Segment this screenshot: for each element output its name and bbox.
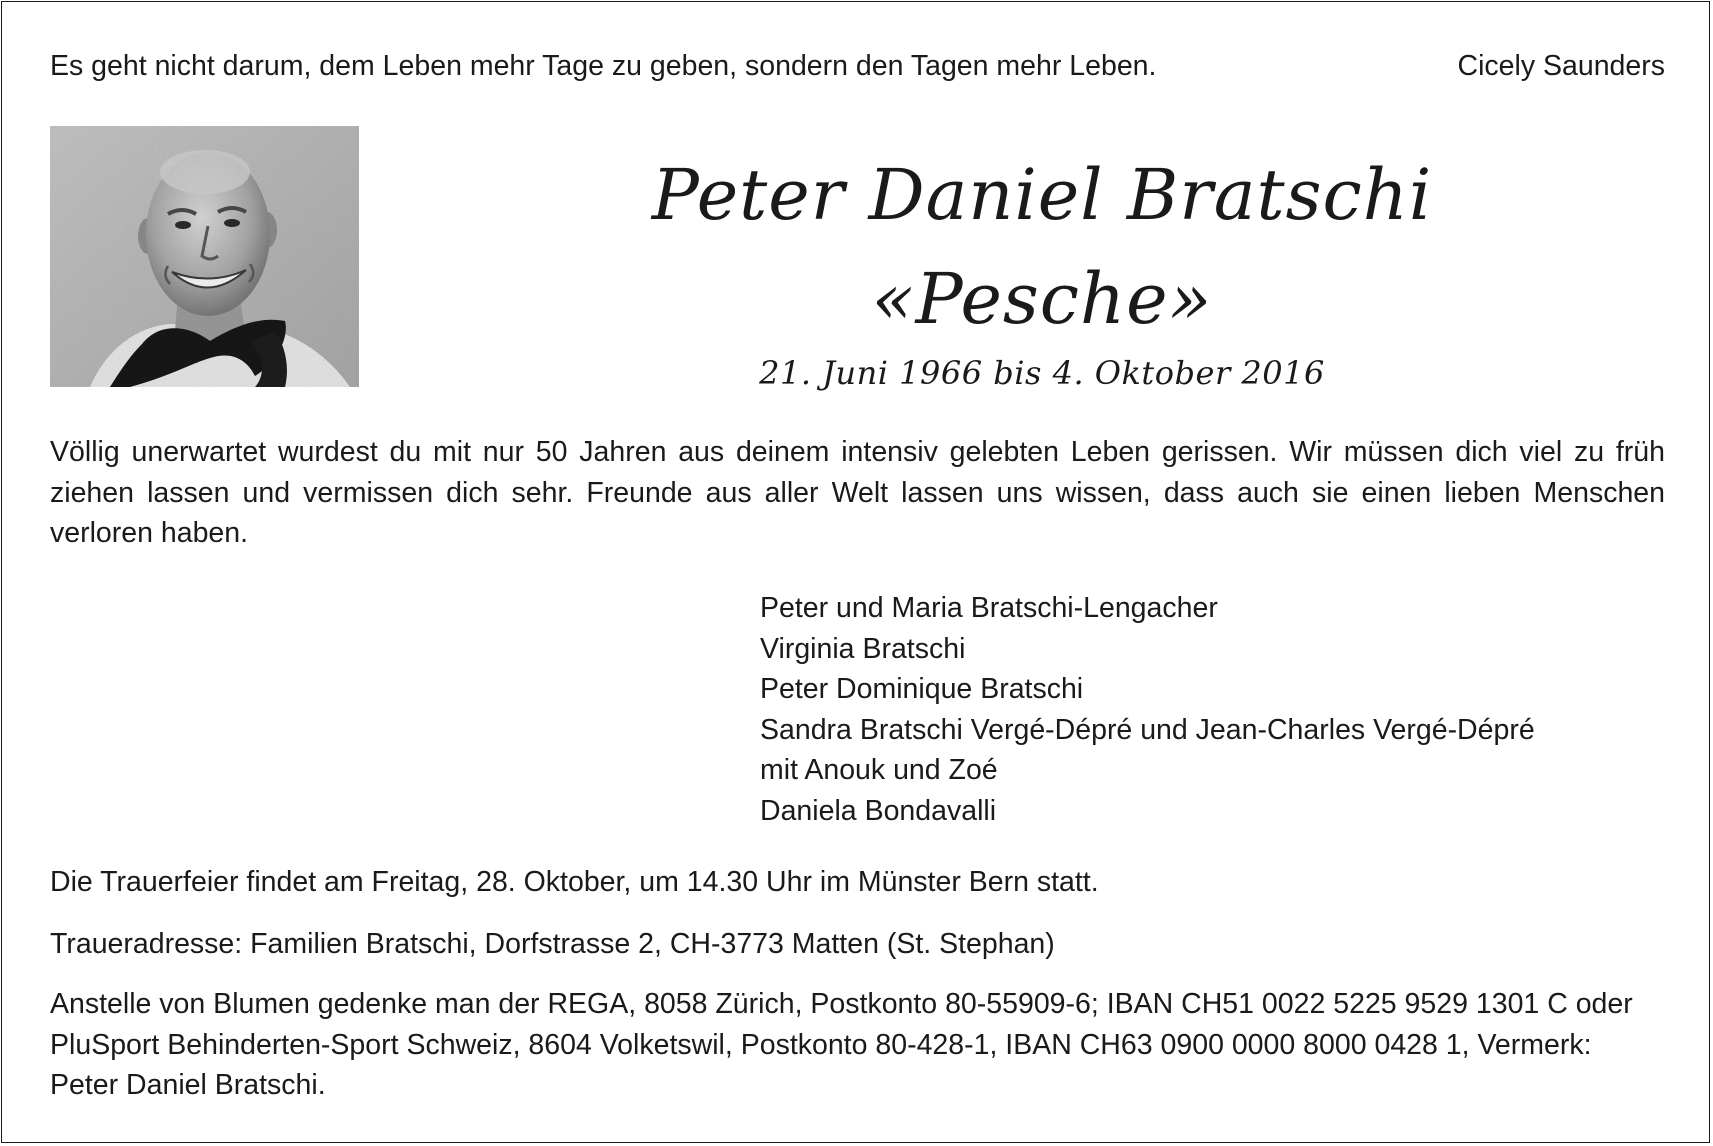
memorial-message: Völlig unerwartet wurdest du mit nur 50 Jahren aus deinem intensiv gelebten Leben gerissen. Wir müssen dich viel zu früh ziehen lassen und vermissen dich sehr. Freunde aus aller Welt lassen uns wissen, dass auch sie einen lieben Menschen verloren haben. [50, 436, 1665, 549]
deceased-name: Peter Daniel Bratschi [651, 154, 1433, 236]
deceased-nickname: «Pesche» [871, 258, 1213, 340]
mourner-entry: Virginia Bratschi [760, 632, 966, 665]
mourning-address: Traueradresse: Familien Bratschi, Dorfstrasse 2, CH-3773 Matten (St. Stephan) [50, 928, 1055, 960]
ceremony-info: Die Trauerfeier findet am Freitag, 28. Oktober, um 14.30 Uhr im Münster Bern statt. [50, 866, 1099, 898]
mourner-entry: Daniela Bondavalli [760, 794, 997, 827]
mourner-entry: Peter und Maria Bratschi-Lengacher [760, 592, 1218, 624]
obituary-notice [1, 1, 1710, 1143]
mourner-entry: Peter Dominique Bratschi [760, 673, 1084, 705]
mourner-entry: Sandra Bratschi Vergé-Dépré und Jean-Charles Vergé-Dépré [760, 713, 1535, 746]
donation-info: Anstelle von Blumen gedenke man der REGA, 8058 Zürich, Postkonto 80-55909-6; IBAN CH51 0022 5225 9529 1301 C oder PluSport Behinderten-Sport Schweiz, 8604 Volketswil, Postkonto 80-428-1, IBAN CH63 0900 0000 8000 0428 1, Vermerk: Peter Daniel Bratschi. [50, 988, 1633, 1101]
motto-line [50, 46, 1665, 86]
life-dates: 21. Juni 1966 bis 4. Oktober 2016 [759, 354, 1325, 392]
mourner-entry: mit Anouk und Zoé [760, 754, 998, 786]
motto-quote: Es geht nicht darum, dem Leben mehr Tage zu geben, sondern den Tagen mehr Leben. [50, 50, 1157, 82]
motto-author: Cicely Saunders [1457, 50, 1665, 82]
portrait-photo-image [50, 126, 359, 387]
portrait-photo [50, 126, 359, 387]
mourners-list [760, 588, 1665, 831]
